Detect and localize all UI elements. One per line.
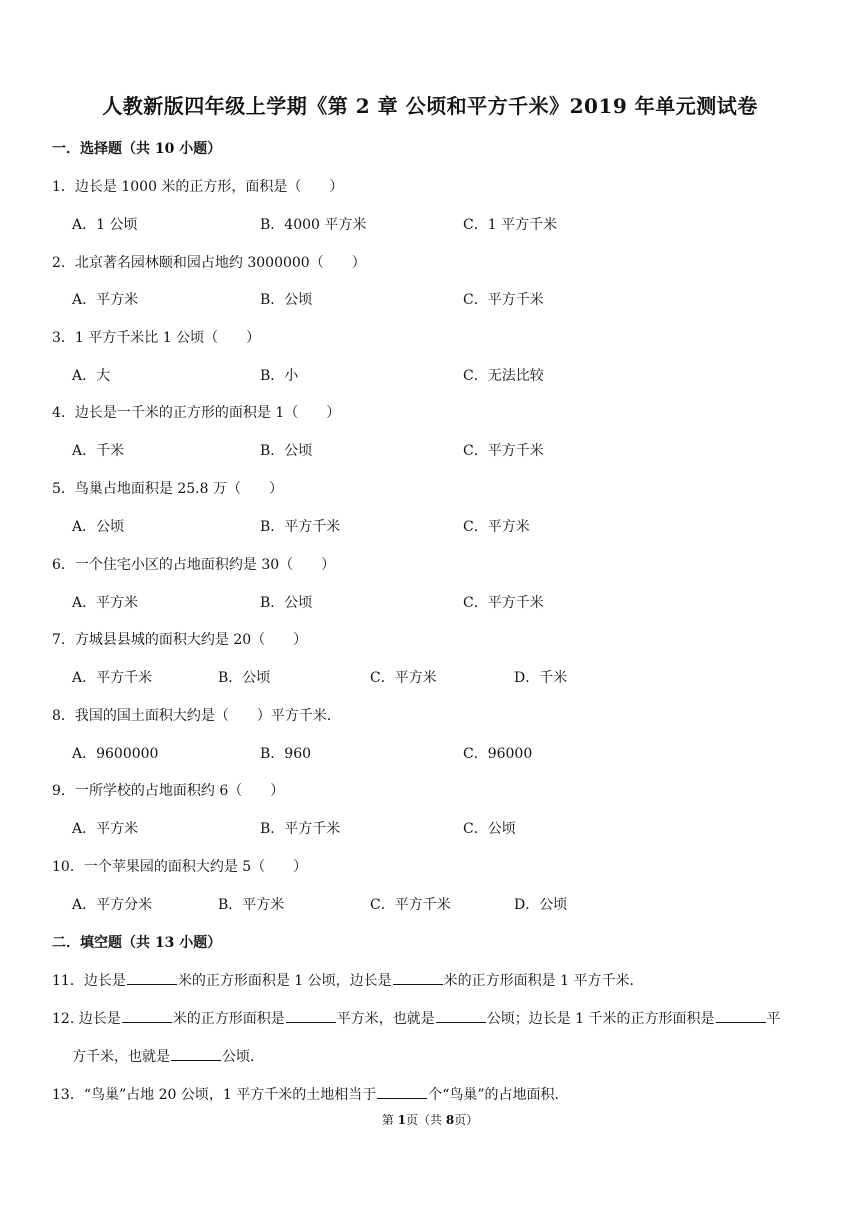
option-d: D．千米 <box>514 670 568 686</box>
q13-part-2: 个“鸟巢”的占地面积． <box>428 1087 569 1103</box>
option-b: B．公顷 <box>260 443 313 459</box>
option-a: A．大 <box>72 368 111 384</box>
option-b: B．公顷 <box>218 670 271 686</box>
option-c: C．96000 <box>463 746 533 762</box>
question-12-continued <box>72 1046 264 1066</box>
footer-suffix: 页） <box>454 1113 479 1127</box>
option-c: C．平方千米 <box>463 443 544 459</box>
option-b: B．小 <box>260 368 299 384</box>
q12-part-7: 公顷． <box>222 1049 264 1065</box>
question-9: 9．一所学校的占地面积约 6（ ） <box>52 783 285 799</box>
option-a: A．9600000 <box>72 746 159 762</box>
options-9 <box>0 818 860 838</box>
q12-part-3: 平方米，也就是 <box>336 1011 435 1027</box>
question-8: 8．我国的国土面积大约是（ ）平方千米． <box>52 708 341 724</box>
current-page-number: 1 <box>397 1113 406 1127</box>
option-b: B．公顷 <box>260 595 313 611</box>
answer-blank[interactable] <box>393 970 443 985</box>
option-c: C．公顷 <box>463 821 516 837</box>
option-c: C．无法比较 <box>463 368 544 384</box>
option-c: C．平方米 <box>463 519 530 535</box>
question-2: 2．北京著名园林颐和园占地约 3000000（ ） <box>52 255 366 271</box>
question-10: 10．一个苹果园的面积大约是 5（ ） <box>52 859 308 875</box>
answer-blank[interactable] <box>436 1008 486 1023</box>
options-5 <box>0 516 860 536</box>
options-6 <box>0 592 860 612</box>
question-3: 3．1 平方千米比 1 公顷（ ） <box>52 330 261 346</box>
options-7 <box>0 667 860 687</box>
answer-blank[interactable] <box>122 1008 172 1023</box>
answer-blank[interactable] <box>171 1046 221 1061</box>
option-a: A．平方米 <box>72 292 139 308</box>
option-b: B．960 <box>260 746 312 762</box>
option-c: C．平方米 <box>370 670 437 686</box>
answer-blank[interactable] <box>127 970 177 985</box>
option-a: A．平方米 <box>72 595 139 611</box>
options-10 <box>0 894 860 914</box>
options-3 <box>0 365 860 385</box>
section-heading-choice: 一．选择题（共 10 小题） <box>52 141 222 157</box>
option-a: A．千米 <box>72 443 125 459</box>
question-7: 7．方城县县城的面积大约是 20（ ） <box>52 632 308 648</box>
total-page-number: 8 <box>445 1113 455 1127</box>
options-2 <box>0 289 860 309</box>
answer-blank[interactable] <box>286 1008 336 1023</box>
answer-blank[interactable] <box>716 1008 766 1023</box>
q12-part-2: 米的正方形面积是 <box>172 1011 285 1027</box>
options-4 <box>0 440 860 460</box>
question-13 <box>52 1084 569 1104</box>
question-6: 6．一个住宅小区的占地面积约是 30（ ） <box>52 557 336 573</box>
options-8 <box>0 743 860 763</box>
option-d: D．公顷 <box>514 897 568 913</box>
q12-part-6: 方千米，也就是 <box>72 1049 170 1065</box>
q11-part-3: 米的正方形面积是 1 平方千米． <box>443 973 644 989</box>
option-c: C．平方千米 <box>463 292 544 308</box>
question-1: 1．边长是 1000 米的正方形，面积是（ ） <box>52 179 344 195</box>
q12-part-5: 平 <box>766 1011 781 1027</box>
q11-part-2: 米的正方形面积是 1 公顷，边长是 <box>177 973 392 989</box>
option-a: A．平方米 <box>72 821 139 837</box>
option-a: A．公顷 <box>72 519 125 535</box>
q11-part-1: 11．边长是 <box>52 973 126 989</box>
question-11 <box>52 970 643 990</box>
option-c: C．平方千米 <box>463 595 544 611</box>
option-b: B．平方千米 <box>260 821 341 837</box>
question-4: 4．边长是一千米的正方形的面积是 1（ ） <box>52 405 341 421</box>
option-b: B．4000 平方米 <box>260 217 367 233</box>
section-heading-fill: 二．填空题（共 13 小题） <box>52 935 222 951</box>
option-b: B．公顷 <box>260 292 313 308</box>
option-a: A．平方千米 <box>72 670 153 686</box>
question-12 <box>52 1008 781 1028</box>
footer-prefix: 第 <box>381 1113 398 1127</box>
question-5: 5．鸟巢占地面积是 25.8 万（ ） <box>52 481 283 497</box>
answer-blank[interactable] <box>377 1084 427 1099</box>
options-1 <box>0 214 860 234</box>
footer-middle: 页（共 <box>405 1113 446 1127</box>
option-c: C．平方千米 <box>370 897 451 913</box>
page-title: 人教新版四年级上学期《第 2 章 公顷和平方千米》2019 年单元测试卷 <box>102 94 758 118</box>
option-b: B．平方米 <box>218 897 285 913</box>
q13-part-1: 13．“鸟巢”占地 20 公顷，1 平方千米的土地相当于 <box>52 1087 377 1103</box>
q12-part-1: 12. 边长是 <box>52 1011 121 1027</box>
option-c: C．1 平方千米 <box>463 217 558 233</box>
option-b: B．平方千米 <box>260 519 341 535</box>
page-footer <box>0 1111 860 1128</box>
option-a: A．1 公顷 <box>72 217 138 233</box>
q12-part-4: 公顷；边长是 1 千米的正方形面积是 <box>486 1011 715 1027</box>
option-a: A．平方分米 <box>72 897 153 913</box>
